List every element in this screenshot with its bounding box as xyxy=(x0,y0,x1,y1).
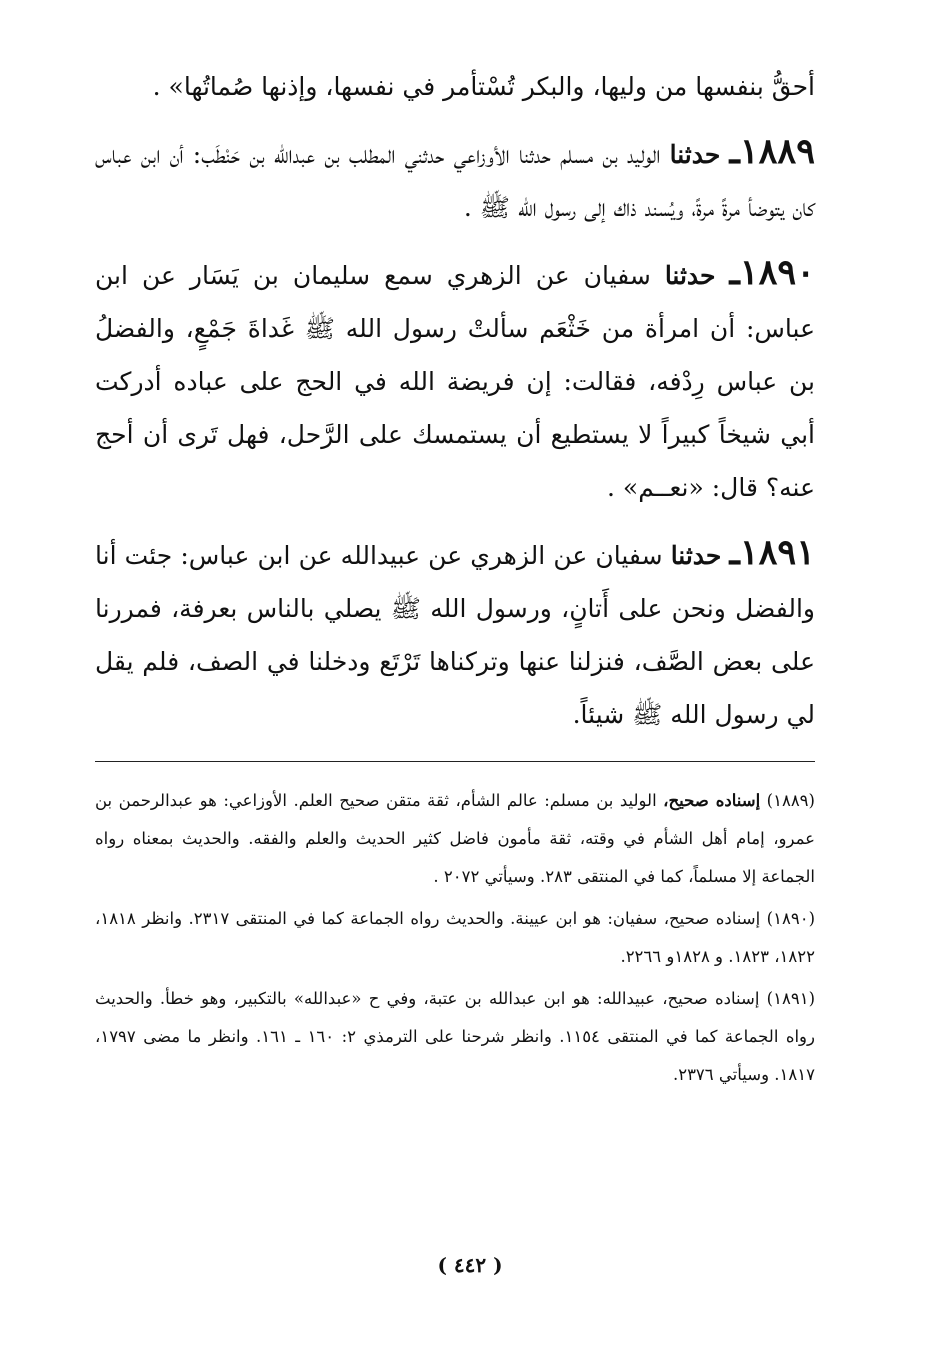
page-number: ( ٤٤٢ ) xyxy=(437,1253,503,1277)
footnote-text: إسناده صحيح، عبيدالله: هو ابن عبدالله بن عتبة، وفي ح «عبدالله» بالتكبير، وهو خطأ. والحديث رواه الجماعة كما في المنتقى ١١٥٤. وانظر شرحنا على الترمذي ٢: ١٦٠ ـ ١٦١. وانظر ما مضى ١٧٩٧، ١٨١٧. وسيأتي ٢٣٧٦. xyxy=(95,989,815,1084)
hadith-number: ١٨٨٩ xyxy=(739,131,816,172)
continuation-paragraph xyxy=(95,60,815,113)
hadith-dash: ـ xyxy=(729,252,740,293)
hadith-text: الوليد بن مسلم حدثنا الأوزاعي حدثني المطلب بن عبدالله بن حَنْطَب: أن ابن عباس كان يتوضأ مرةً مرةً، ويُسند ذاك إلى رسول الله ﷺ . xyxy=(95,140,815,222)
footnote-label: (١٨٩١) xyxy=(766,989,815,1008)
footnote-label: (١٨٩٠) xyxy=(766,909,815,928)
hadith-1890 xyxy=(95,246,815,514)
hadith-dash: ـ xyxy=(729,532,740,573)
footnote-text: الوليد بن مسلم: عالم الشأم، ثقة متقن صحيح العلم. الأوزاعي: هو عبدالرحمن بن عمرو، إمام أهل الشأم في وقته، ثقة مأمون فاضل كثير الحديث والعلم والفقه. والحديث بمعناه رواه الجماعة إلا مسلماً، كما في المنتقى ٢٨٣. وسيأتي ٢٠٧٢ . xyxy=(95,791,815,886)
hadith-number: ١٨٩٠ xyxy=(739,252,815,293)
hadith-1891 xyxy=(95,526,815,741)
footnote-bold-lead: إسناده صحيح، xyxy=(663,791,761,810)
hadith-1889 xyxy=(95,125,815,234)
book-page xyxy=(95,60,815,1094)
hadith-text: سفيان عن الزهري سمع سليمان بن يَسَار عن ابن عباس: أن امرأة من خَثْعَم سألتْ رسول الله ﷺ غَداةَ جَمْعٍ، والفضلُ بن عباس رِدْفه، فقالت: إن فريضة الله في الحج على عباده أدركت أبي شيخاً كبيراً لا يستطيع أن يستمسك على الرَّحل، فهل تَرى أن أحج عنه؟ قال: «نعــم» . xyxy=(95,261,815,502)
hadith-text: سفيان عن الزهري عن عبيدالله عن ابن عباس: جئت أنا والفضل ونحن على أَتانٍ، ورسول الله ﷺ يصلي بالناس بعرفة، فمررنا على بعض الصَّف، فنزلنا عنها وتركناها تَرْتَع ودخلنا في الصف، فلم يقل لي رسول الله ﷺ شيئاً. xyxy=(95,541,815,729)
footnote-1890 xyxy=(95,900,815,976)
footnotes xyxy=(95,782,815,1094)
footnote-text: إسناده صحيح، سفيان: هو ابن عيينة. والحديث رواه الجماعة كما في المنتقى ٢٣١٧. وانظر ١٨١٨، ١٨٢٢، ١٨٢٣. و ١٨٢٨و ٢٢٦٦. xyxy=(95,909,815,966)
continuation-text: أحقُّ بنفسها من وليها، والبكر تُسْتأمر في نفسها، وإذنها صُماتُها» . xyxy=(152,72,815,101)
footnote-label: (١٨٨٩) xyxy=(766,791,815,810)
hadith-dash: ـ xyxy=(729,131,740,172)
hadith-opener: حدثنا xyxy=(664,261,716,290)
footnote-1889 xyxy=(95,782,815,896)
hadith-number: ١٨٩١ xyxy=(739,532,816,573)
hadith-opener: حدثنا xyxy=(669,140,721,169)
footnote-1891 xyxy=(95,980,815,1094)
main-text xyxy=(95,60,815,741)
hadith-opener: حدثنا xyxy=(670,541,722,570)
footnote-separator xyxy=(95,761,815,762)
